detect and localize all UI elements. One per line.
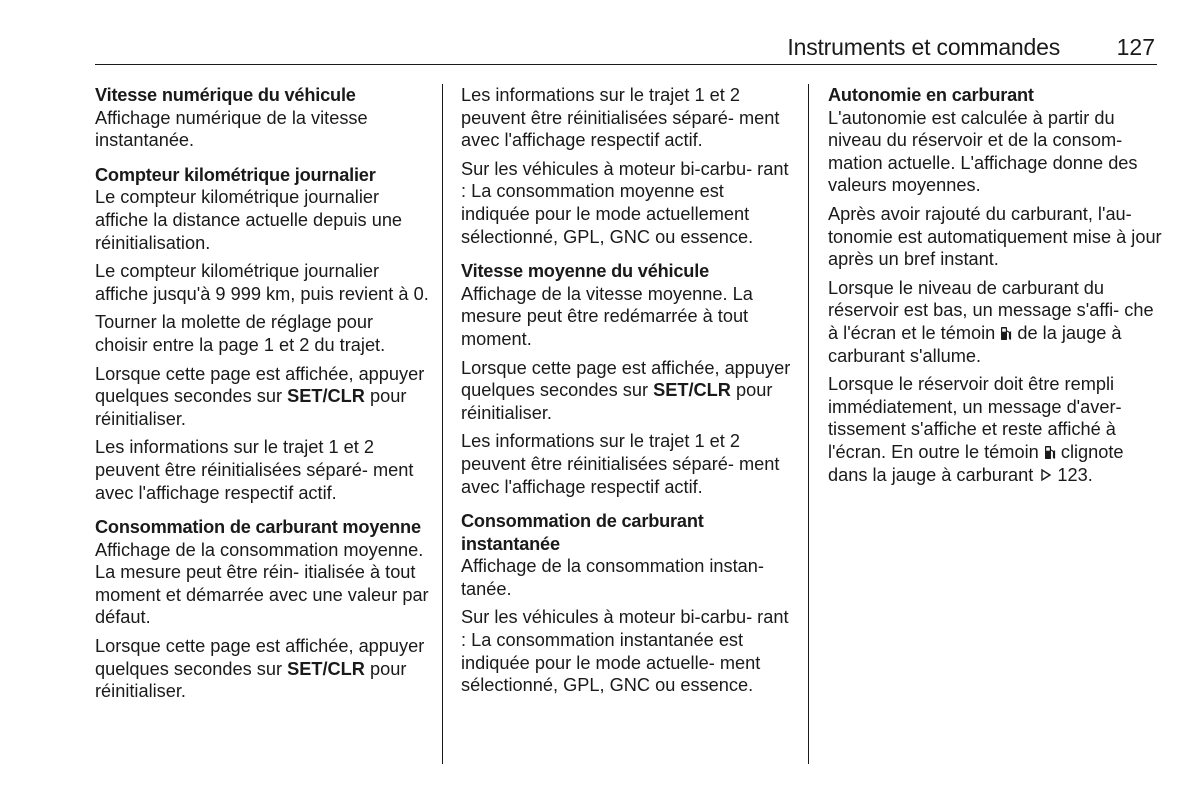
section-title: Autonomie en carburant [828,85,1034,105]
section-average-speed [461,260,796,498]
text: Lorsque le réservoir doit être rempli immédiatement, un message d'aver‐ tissement s'affiche et reste affiché à l'écran. En outre le témoin [828,374,1122,462]
column-3 [828,84,1163,498]
text: de la jauge à carburant s'allume. [828,322,1122,366]
reference-arrow-icon [1040,468,1052,482]
paragraph: Affichage de la vitesse moyenne. La mesure peut être redémarrée à tout moment. [461,283,753,349]
text: Lorsque cette page est affichée, appuyer quelques secondes sur [461,357,791,401]
column-divider-1 [442,84,443,764]
section-fuel-range [828,84,1163,486]
page-title: Instruments et commandes [787,34,1060,60]
paragraph: L'autonomie est calculée à partir du niveau du réservoir et de la consom‐ mation actuelle. L'affichage donne des valeurs moyennes. [828,107,1138,196]
paragraph: Les informations sur le trajet 1 et 2 peuvent être réinitialisées séparé‐ ment avec l'affichage respectif actif. [461,85,780,151]
paragraph [95,363,430,431]
paragraph [828,277,1163,367]
section-title: Vitesse moyenne du véhicule [461,261,709,282]
section-title: Consommation de carburant instantanée [461,511,704,554]
paragraph [461,357,796,425]
paragraph: Les informations sur le trajet 1 et 2 peuvent être réinitialisées séparé‐ ment avec l'affichage respectif actif. [461,431,780,497]
paragraph: Le compteur kilométrique journalier affiche jusqu'à 9 999 km, puis revient à 0. [95,261,429,304]
paragraph: Affichage numérique de la vitesse instantanée. [95,107,368,151]
fuel-pump-icon [1044,445,1056,460]
key-label: SET/CLR [287,658,365,679]
text: Lorsque cette page est affichée, appuyer quelques secondes sur [95,363,425,407]
page-header [95,30,1157,65]
paragraph: Le compteur kilométrique journalier affiche la distance actuelle depuis une réinitialisation. [95,187,403,253]
paragraph [95,635,430,703]
paragraph: Affichage de la consommation instan‐ tanée. [461,556,764,599]
section-instant-consumption [461,510,796,697]
text: clignote dans la jauge à carburant [828,441,1124,485]
column-2 [461,84,796,709]
section-title: Consommation de carburant moyenne [95,517,421,538]
section-title: Vitesse numérique du véhicule [95,85,356,105]
paragraph: Sur les véhicules à moteur bi-carbu‐ rant : La consommation instantanée est indiquée pour le mode actuelle‐ ment sélectionné, GPL, GNC ou essence. [461,607,789,696]
key-label: SET/CLR [653,380,731,401]
text: pour réinitialiser. [95,386,407,429]
text: pour réinitialiser. [461,380,773,423]
paragraph: Affichage de la consommation moyenne. La mesure peut être réin‐ itialisée à tout moment et démarrée avec une valeur par défaut. [95,539,429,628]
section-average-consumption [95,516,430,703]
paragraph: Tourner la molette de réglage pour choisir entre la page 1 et 2 du trajet. [95,312,386,355]
section-digital-speed [95,84,430,152]
paragraph: Après avoir rajouté du carburant, l'au‐ tonomie est automatiquement mise à jour après un bref instant. [828,203,1162,270]
paragraph: Sur les véhicules à moteur bi-carbu‐ rant : La consommation moyenne est indiquée pour le mode actuellement sélectionné, GPL, GNC ou essence. [461,158,789,247]
section-trip-odometer [95,164,430,504]
paragraph [828,373,1163,486]
page-number: 127 [1116,34,1155,60]
column-1 [95,84,430,715]
fuel-pump-icon [1000,326,1012,341]
text: 123. [1052,464,1093,485]
text: Lorsque cette page est affichée, appuyer quelques secondes sur [95,636,425,679]
key-label: SET/CLR [287,386,365,407]
paragraph: Les informations sur le trajet 1 et 2 peuvent être réinitialisées séparé‐ ment avec l'affichage respectif actif. [95,437,414,503]
text: pour réinitialiser. [95,658,407,702]
section-continued [461,84,796,248]
column-divider-2 [808,84,809,764]
text: Lorsque le niveau de carburant du réservoir est bas, un message s'affi‐ che à l'écran et le témoin [828,277,1154,343]
section-title: Compteur kilométrique journalier [95,164,376,185]
